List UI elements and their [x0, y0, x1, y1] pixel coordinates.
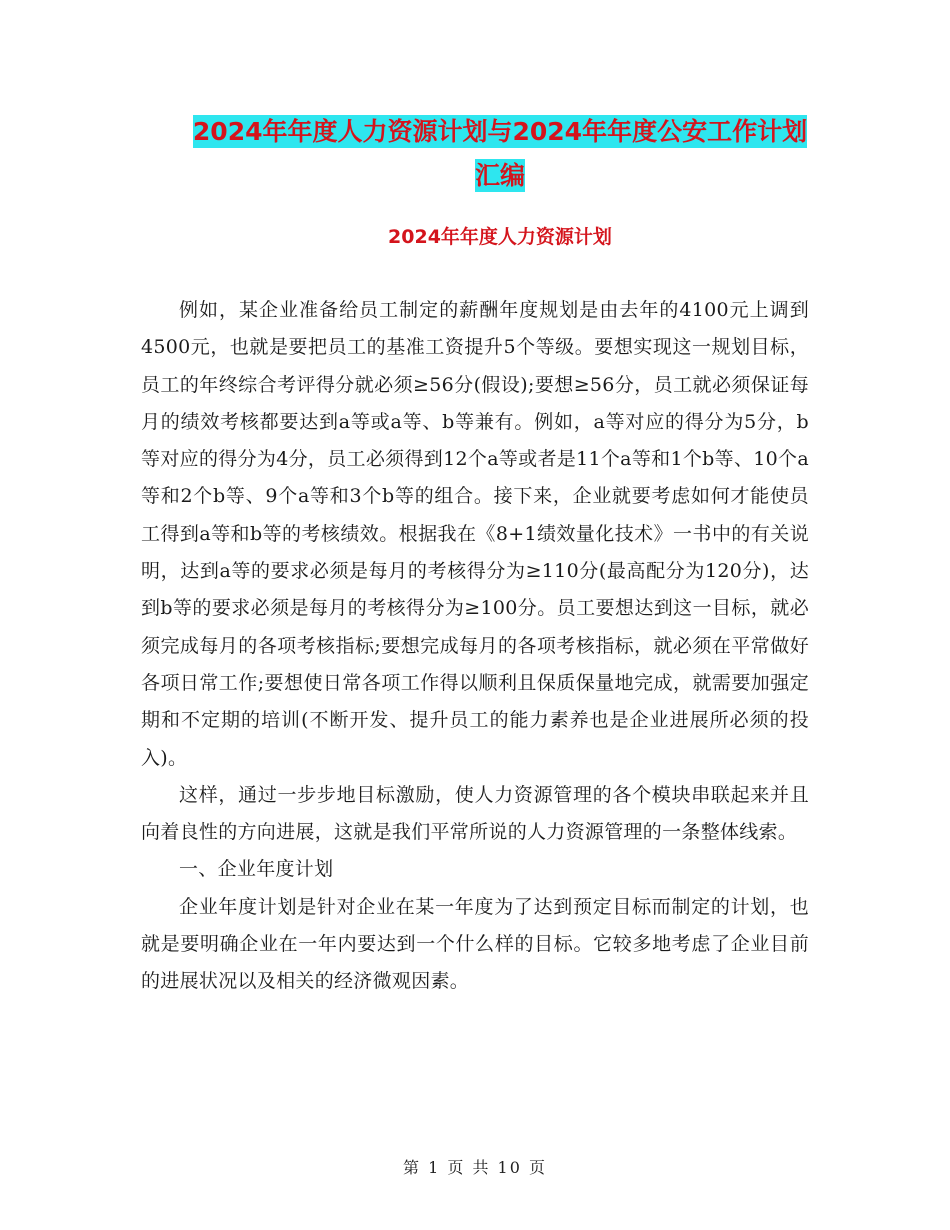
document-title-line1: 2024年年度人力资源计划与2024年年度公安工作计划: [192, 117, 808, 146]
subheading-annual-plan: 一、企业年度计划: [179, 858, 334, 881]
paragraph-example: 例如，某企业准备给员工制定的薪酬年度规划是由去年的4100元上调到4500元，也就是要把员工的基准工资提升5个等级。要想实现这一规划目标，员工的年终综合考评得分就必须≥56分(假设);要想≥56分，员工就必须保证每月的绩效考核都要达到a等或a等、b等兼有。例如，a等对应的得分为5分，b等对应的得分为4分，员工必须得到12个a等或者是11个a等和1个b等、10个a等和2个b等、9个a等和3个b等的组合。接下来，企业就要考虑如何才能使员工得到a等和b等的考核绩效。根据我在《8+1绩效量化技术》一书中的有关说明，达到a等的要求必须是每月的考核得分为≥110分(最高配分为120分)，达到b等的要求必须是每月的考核得分为≥100分。员工要想达到这一目标，就必须完成每月的各项考核指标;要想完成每月的各项考核指标，就必须在平常做好各项日常工作;要想使日常各项工作得以顺利且保质保量地完成，就需要加强定期和不定期的培训(不断开发、提升员工的能力素养也是企业进展所必须的投入)。: [141, 299, 809, 769]
paragraph-annual-plan: 企业年度计划是针对企业在某一年度为了达到预定目标而制定的计划，也就是要明确企业在一年内要达到一个什么样的目标。它较多地考虑了企业目前的进展状况以及相关的经济微观因素。: [141, 895, 809, 993]
section-title: 2024年年度人力资源计划: [388, 226, 612, 248]
document-body: [141, 292, 809, 1001]
document-title-line2: 汇编: [474, 161, 525, 190]
document-title: [140, 110, 860, 198]
page-footer: 第 1 页 共 10 页: [403, 1158, 547, 1177]
paragraph-summary: 这样，通过一步步地目标激励，使人力资源管理的各个模块串联起来并且向着良性的方向进展，这就是我们平常所说的人力资源管理的一条整体线索。: [141, 783, 809, 844]
